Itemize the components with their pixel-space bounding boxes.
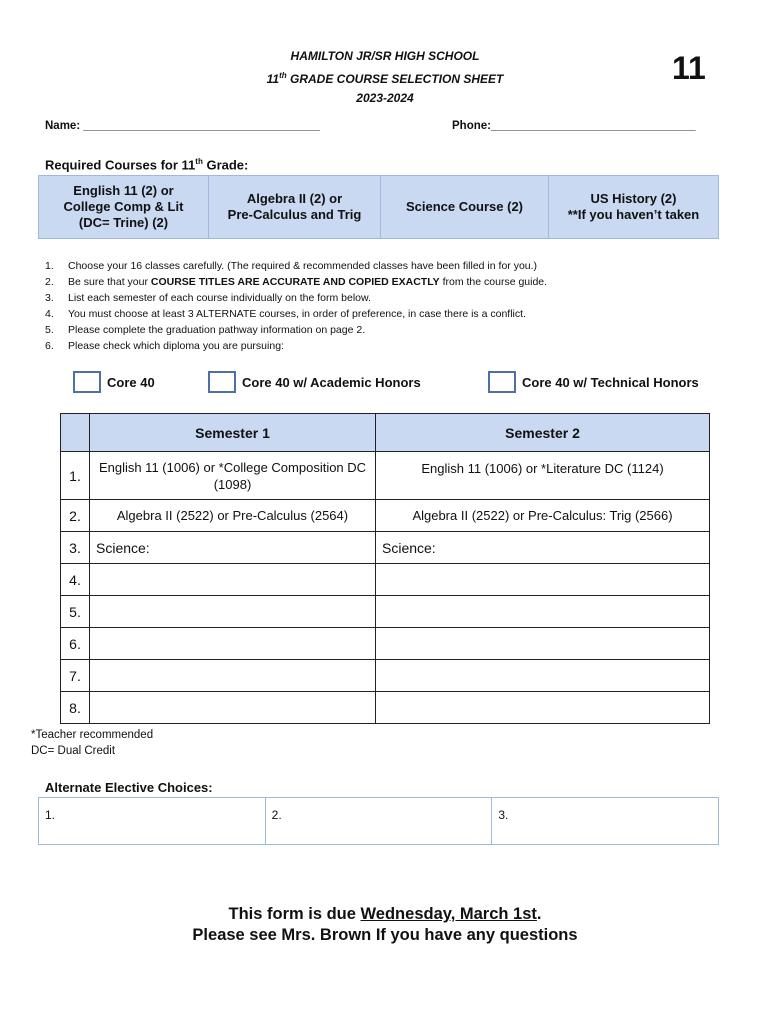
table-row bbox=[61, 500, 710, 532]
semester-1-header: Semester 1 bbox=[90, 414, 376, 452]
sheet-title: 11th GRADE COURSE SELECTION SHEET bbox=[266, 71, 504, 86]
row-number: 8. bbox=[61, 692, 90, 724]
alternate-electives-table bbox=[38, 797, 719, 845]
table-row bbox=[61, 660, 710, 692]
semester-2-cell[interactable] bbox=[376, 628, 710, 660]
semester-2-cell[interactable]: English 11 (1006) or *Literature DC (1124) bbox=[376, 452, 710, 500]
instructions-list bbox=[45, 258, 547, 354]
semester-1-cell[interactable] bbox=[90, 692, 376, 724]
academic-honors-checkbox[interactable] bbox=[208, 371, 236, 393]
instruction-item: 4. You must choose at least 3 ALTERNATE courses, in order of preference, in case there is a conflict. bbox=[45, 308, 526, 320]
row-number: 1. bbox=[61, 452, 90, 500]
semester-2-cell[interactable] bbox=[376, 596, 710, 628]
semester-1-cell[interactable] bbox=[90, 596, 376, 628]
row-number: 3. bbox=[61, 532, 90, 564]
technical-honors-checkbox[interactable] bbox=[488, 371, 516, 393]
contact-line: Please see Mrs. Brown If you have any questions bbox=[192, 926, 578, 944]
school-year: 2023-2024 bbox=[356, 91, 414, 105]
required-course-science: Science Course (2) bbox=[381, 176, 549, 239]
diploma-option-technical-honors: Core 40 w/ Technical Honors bbox=[488, 371, 699, 393]
name-field[interactable]: Name: _____________________________________ bbox=[45, 120, 320, 132]
alternate-choice-1[interactable]: 1. bbox=[39, 798, 266, 845]
alternate-electives-label: Alternate Elective Choices: bbox=[45, 780, 213, 795]
semester-1-cell[interactable]: Science: bbox=[90, 532, 376, 564]
table-row bbox=[61, 692, 710, 724]
diploma-option-academic-honors: Core 40 w/ Academic Honors bbox=[208, 371, 421, 393]
required-course-history: US History (2) **If you haven’t taken bbox=[549, 176, 719, 239]
phone-field[interactable]: Phone:________________________________ bbox=[452, 120, 696, 132]
row-number: 6. bbox=[61, 628, 90, 660]
alternate-choice-3[interactable]: 3. bbox=[492, 798, 719, 845]
required-course-math: Algebra II (2) or Pre-Calculus and Trig bbox=[209, 176, 381, 239]
footnote-teacher-recommended: *Teacher recommended bbox=[31, 729, 154, 741]
table-row bbox=[61, 532, 710, 564]
row-number: 4. bbox=[61, 564, 90, 596]
core40-checkbox[interactable] bbox=[73, 371, 101, 393]
semester-1-cell[interactable] bbox=[90, 564, 376, 596]
table-row bbox=[61, 596, 710, 628]
grade-number: 11 bbox=[672, 50, 706, 86]
semester-1-cell[interactable] bbox=[90, 660, 376, 692]
semester-1-cell[interactable]: Algebra II (2522) or Pre-Calculus (2564) bbox=[90, 500, 376, 532]
required-courses-table bbox=[38, 175, 719, 239]
table-row bbox=[61, 452, 710, 500]
semester-1-cell[interactable]: English 11 (1006) or *College Composition DC (1098) bbox=[90, 452, 376, 500]
school-name: HAMILTON JR/SR HIGH SCHOOL bbox=[290, 49, 480, 63]
semester-2-cell[interactable]: Science: bbox=[376, 532, 710, 564]
footnotes bbox=[31, 727, 153, 759]
semester-1-cell[interactable] bbox=[90, 628, 376, 660]
semester-2-cell[interactable] bbox=[376, 660, 710, 692]
required-course-english: English 11 (2) or College Comp & Lit (DC= Trine) (2) bbox=[39, 176, 209, 239]
diploma-option-core40: Core 40 bbox=[73, 371, 155, 393]
row-number: 2. bbox=[61, 500, 90, 532]
instruction-item: 3. List each semester of each course individually on the form below. bbox=[45, 292, 371, 304]
due-date-line: This form is due Wednesday, March 1st. bbox=[228, 905, 542, 923]
instruction-item: 6. Please check which diploma you are pursuing: bbox=[45, 340, 284, 352]
document-header bbox=[0, 47, 770, 108]
table-row bbox=[61, 628, 710, 660]
table-row bbox=[61, 564, 710, 596]
instruction-item: 1. Choose your 16 classes carefully. (The required & recommended classes have been filled in for you.) bbox=[45, 260, 538, 272]
semester-2-header: Semester 2 bbox=[376, 414, 710, 452]
instruction-item: 2. Be sure that your COURSE TITLES ARE ACCURATE AND COPIED EXACTLY from the course guide. bbox=[45, 276, 548, 288]
row-number-header bbox=[61, 414, 90, 452]
semester-schedule-table bbox=[60, 413, 710, 724]
required-courses-label: Required Courses for 11th Grade: bbox=[45, 157, 249, 173]
semester-2-cell[interactable] bbox=[376, 564, 710, 596]
due-notice bbox=[0, 904, 770, 946]
semester-2-cell[interactable]: Algebra II (2522) or Pre-Calculus: Trig (2566) bbox=[376, 500, 710, 532]
footnote-dual-credit: DC= Dual Credit bbox=[31, 745, 116, 757]
due-date: Wednesday, March 1st bbox=[360, 905, 537, 923]
alternate-choice-2[interactable]: 2. bbox=[265, 798, 492, 845]
instruction-item: 5. Please complete the graduation pathway information on page 2. bbox=[45, 324, 366, 336]
row-number: 7. bbox=[61, 660, 90, 692]
semester-2-cell[interactable] bbox=[376, 692, 710, 724]
row-number: 5. bbox=[61, 596, 90, 628]
